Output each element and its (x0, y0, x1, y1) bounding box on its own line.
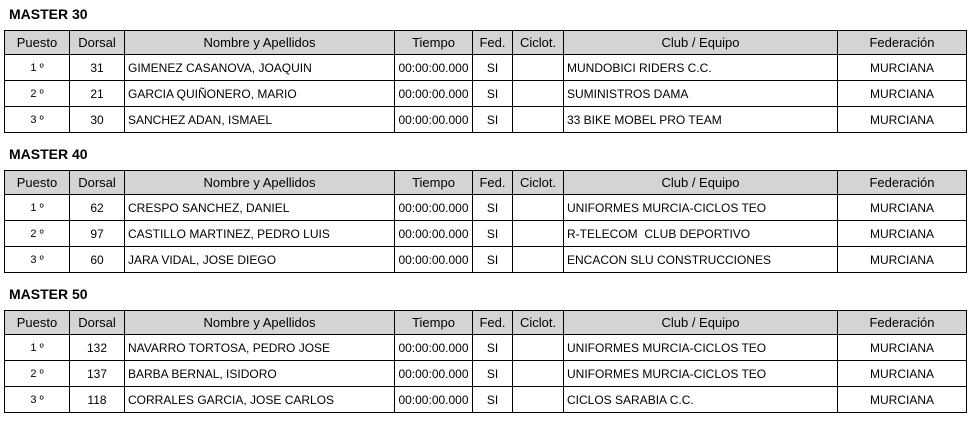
cell-dorsal: 60 (70, 247, 125, 273)
cell-club: ENCACON SLU CONSTRUCCIONES (564, 247, 838, 273)
cell-ciclot (513, 107, 564, 133)
cell-ciclot (513, 195, 564, 221)
table-row (5, 195, 967, 221)
cell-federacion: MURCIANA (838, 221, 967, 247)
col-header-ciclot: Ciclot. (513, 31, 564, 55)
cell-nombre: GARCIA QUIÑONERO, MARIO (125, 81, 395, 107)
cell-fed: SI (473, 247, 513, 273)
cell-federacion: MURCIANA (838, 107, 967, 133)
table-header-row (5, 311, 967, 335)
table-row (5, 107, 967, 133)
cell-ciclot (513, 81, 564, 107)
table-row (5, 361, 967, 387)
results-table (4, 310, 967, 413)
cell-tiempo: 00:00:00.000 (395, 387, 473, 413)
cell-nombre: CASTILLO MARTINEZ, PEDRO LUIS (125, 221, 395, 247)
category-title: MASTER 40 (9, 146, 88, 162)
table-row (5, 247, 967, 273)
col-header-dorsal: Dorsal (70, 31, 125, 55)
cell-club: 33 BIKE MOBEL PRO TEAM (564, 107, 838, 133)
cell-dorsal: 21 (70, 81, 125, 107)
cell-tiempo: 00:00:00.000 (395, 81, 473, 107)
cell-federacion: MURCIANA (838, 387, 967, 413)
results-table (4, 170, 967, 273)
table-row (5, 81, 967, 107)
table-header-row (5, 31, 967, 55)
cell-ciclot (513, 387, 564, 413)
cell-puesto: 3 º (5, 107, 70, 133)
cell-dorsal: 62 (70, 195, 125, 221)
results-table (4, 30, 967, 133)
category-title: MASTER 50 (9, 286, 88, 302)
table-header-row (5, 171, 967, 195)
cell-puesto: 1 º (5, 195, 70, 221)
cell-tiempo: 00:00:00.000 (395, 55, 473, 81)
cell-tiempo: 00:00:00.000 (395, 221, 473, 247)
cell-fed: SI (473, 55, 513, 81)
cell-dorsal: 132 (70, 335, 125, 361)
cell-dorsal: 118 (70, 387, 125, 413)
cell-club: CICLOS SARABIA C.C. (564, 387, 838, 413)
cell-puesto: 1 º (5, 55, 70, 81)
cell-tiempo: 00:00:00.000 (395, 247, 473, 273)
col-header-federacion: Federación (838, 171, 967, 195)
cell-tiempo: 00:00:00.000 (395, 195, 473, 221)
col-header-federacion: Federación (838, 311, 967, 335)
col-header-club: Club / Equipo (564, 311, 838, 335)
col-header-ciclot: Ciclot. (513, 171, 564, 195)
col-header-ciclot: Ciclot. (513, 311, 564, 335)
col-header-tiempo: Tiempo (395, 31, 473, 55)
cell-tiempo: 00:00:00.000 (395, 107, 473, 133)
cell-nombre: NAVARRO TORTOSA, PEDRO JOSE (125, 335, 395, 361)
col-header-club: Club / Equipo (564, 31, 838, 55)
table-row (5, 335, 967, 361)
cell-fed: SI (473, 361, 513, 387)
cell-fed: SI (473, 387, 513, 413)
col-header-tiempo: Tiempo (395, 171, 473, 195)
cell-nombre: SANCHEZ ADAN, ISMAEL (125, 107, 395, 133)
cell-puesto: 2 º (5, 81, 70, 107)
table-row (5, 55, 967, 81)
cell-puesto: 3 º (5, 387, 70, 413)
table-row (5, 387, 967, 413)
cell-club: SUMINISTROS DAMA (564, 81, 838, 107)
cell-tiempo: 00:00:00.000 (395, 361, 473, 387)
cell-fed: SI (473, 195, 513, 221)
col-header-fed: Fed. (473, 311, 513, 335)
cell-fed: SI (473, 221, 513, 247)
table-row (5, 221, 967, 247)
cell-nombre: CRESPO SANCHEZ, DANIEL (125, 195, 395, 221)
cell-federacion: MURCIANA (838, 55, 967, 81)
cell-puesto: 3 º (5, 247, 70, 273)
cell-club: R-TELECOM CLUB DEPORTIVO (564, 221, 838, 247)
col-header-puesto: Puesto (5, 171, 70, 195)
cell-puesto: 1 º (5, 335, 70, 361)
col-header-fed: Fed. (473, 31, 513, 55)
cell-federacion: MURCIANA (838, 195, 967, 221)
cell-club: UNIFORMES MURCIA-CICLOS TEO (564, 195, 838, 221)
cell-ciclot (513, 361, 564, 387)
cell-ciclot (513, 221, 564, 247)
cell-nombre: CORRALES GARCIA, JOSE CARLOS (125, 387, 395, 413)
col-header-dorsal: Dorsal (70, 311, 125, 335)
col-header-nombre: Nombre y Apellidos (125, 311, 395, 335)
cell-nombre: BARBA BERNAL, ISIDORO (125, 361, 395, 387)
col-header-puesto: Puesto (5, 311, 70, 335)
cell-federacion: MURCIANA (838, 335, 967, 361)
cell-ciclot (513, 335, 564, 361)
col-header-fed: Fed. (473, 171, 513, 195)
cell-nombre: JARA VIDAL, JOSE DIEGO (125, 247, 395, 273)
cell-club: MUNDOBICI RIDERS C.C. (564, 55, 838, 81)
cell-tiempo: 00:00:00.000 (395, 335, 473, 361)
col-header-dorsal: Dorsal (70, 171, 125, 195)
cell-dorsal: 137 (70, 361, 125, 387)
cell-club: UNIFORMES MURCIA-CICLOS TEO (564, 335, 838, 361)
cell-fed: SI (473, 107, 513, 133)
cell-fed: SI (473, 81, 513, 107)
col-header-nombre: Nombre y Apellidos (125, 31, 395, 55)
cell-puesto: 2 º (5, 361, 70, 387)
cell-fed: SI (473, 335, 513, 361)
col-header-nombre: Nombre y Apellidos (125, 171, 395, 195)
category-title: MASTER 30 (9, 6, 88, 22)
cell-dorsal: 97 (70, 221, 125, 247)
cell-dorsal: 31 (70, 55, 125, 81)
cell-puesto: 2 º (5, 221, 70, 247)
cell-federacion: MURCIANA (838, 247, 967, 273)
col-header-federacion: Federación (838, 31, 967, 55)
cell-nombre: GIMENEZ CASANOVA, JOAQUIN (125, 55, 395, 81)
cell-federacion: MURCIANA (838, 361, 967, 387)
cell-federacion: MURCIANA (838, 81, 967, 107)
cell-dorsal: 30 (70, 107, 125, 133)
cell-club: UNIFORMES MURCIA-CICLOS TEO (564, 361, 838, 387)
col-header-tiempo: Tiempo (395, 311, 473, 335)
cell-ciclot (513, 55, 564, 81)
col-header-puesto: Puesto (5, 31, 70, 55)
cell-ciclot (513, 247, 564, 273)
col-header-club: Club / Equipo (564, 171, 838, 195)
